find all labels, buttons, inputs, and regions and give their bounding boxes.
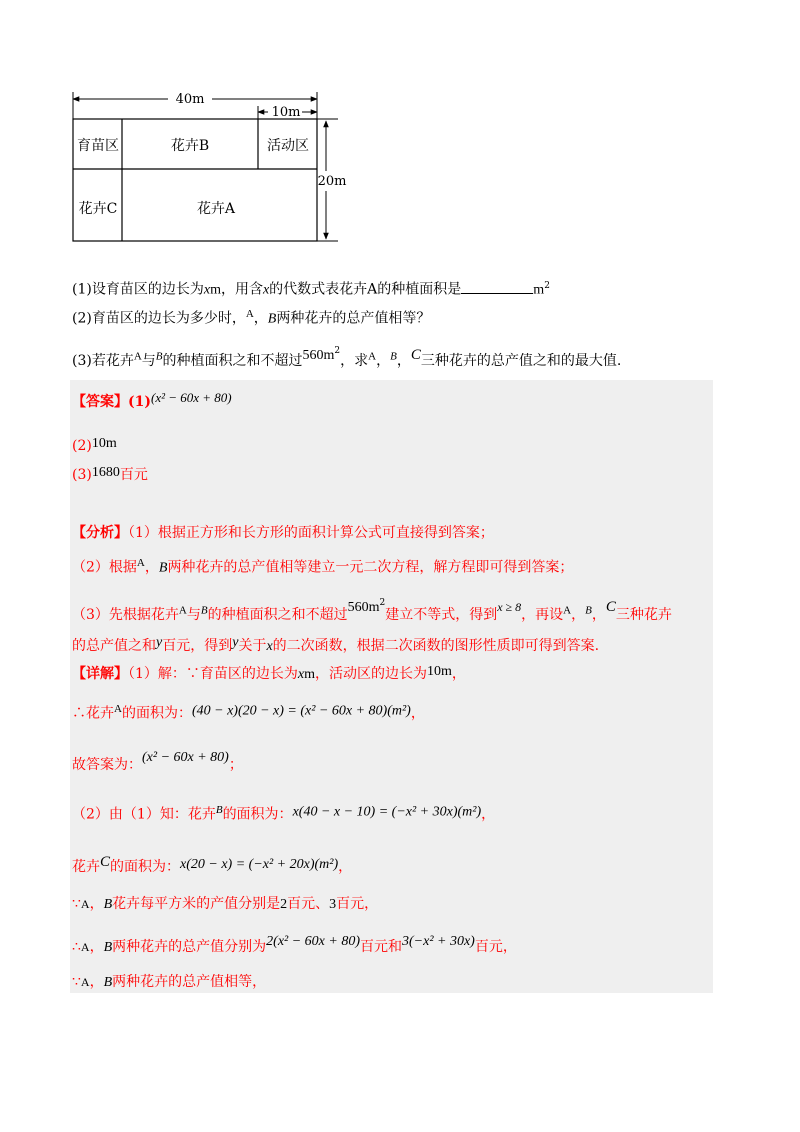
detail-d3-end: ； — [228, 757, 243, 773]
detail-line-3 — [72, 748, 243, 775]
region-flower-a: 花卉A — [196, 201, 236, 217]
detail-d4-mid: 的面积为： — [222, 806, 293, 823]
analysis-l2-B: B — [158, 560, 168, 576]
analysis-l1: （1）根据正方形和长方形的面积计算公式可直接得到答案； — [128, 525, 494, 541]
q3-A2: A — [368, 350, 377, 363]
detail-d8-B: B — [103, 975, 113, 990]
q1-var: x — [203, 282, 211, 298]
question-3 — [72, 338, 621, 374]
analysis-l2-text: （2）根据 — [72, 559, 137, 576]
answer-line-2 — [72, 434, 117, 456]
answer-1-prefix: (1) — [128, 394, 151, 410]
detail-d2-A: A — [114, 703, 122, 715]
analysis-l2-c: ， — [144, 559, 159, 576]
analysis-line-2 — [72, 553, 573, 579]
q1-unit: m，用含 — [210, 282, 263, 298]
analysis-l4-mid2: 关于 — [238, 638, 267, 654]
detail-d1-x: x — [297, 667, 305, 682]
analysis-l2-tail: 两种花卉的总产值相等建立一元二次方程，解方程即可得到答案； — [167, 559, 574, 576]
detail-d3-text: 故答案为： — [72, 757, 142, 773]
q3-val: 560m — [302, 348, 335, 363]
detail-d1-text: （1）解：∵育苗区的边长为 — [128, 666, 298, 682]
detail-d8-text: ∵ — [72, 974, 81, 990]
detail-line-4 — [72, 800, 495, 825]
answer-3-prefix: (3) — [72, 467, 92, 483]
detail-d7-A: A — [80, 940, 90, 954]
detail-d2-text: ∴花卉 — [72, 705, 114, 722]
q2-b: B — [267, 311, 277, 327]
q3-A: A — [133, 350, 142, 363]
analysis-line-1 — [72, 523, 494, 543]
detail-d7-text: ∴ — [72, 939, 81, 955]
analysis-l3-ineq: x ≥ 8 — [497, 600, 522, 614]
analysis-l2-A: A — [136, 557, 145, 569]
detail-line-1 — [72, 662, 466, 685]
detail-d6-v1: 2 — [280, 897, 288, 912]
detail-d6-A: A — [80, 897, 90, 911]
detail-d4-text: （2）由（1）知：花卉 — [72, 806, 216, 823]
field-diagram — [60, 88, 360, 253]
answer-2-val: 10m — [91, 436, 117, 451]
region-nursery: 育苗区 — [77, 138, 119, 154]
detail-d6-c: ， — [89, 896, 104, 912]
detail-d7-mid: 两种花卉的总产值分别为 — [112, 939, 267, 955]
detail-d6-v2: 3 — [329, 897, 337, 912]
q2-comma: ， — [253, 310, 268, 327]
answer-line-3 — [72, 463, 148, 485]
detail-line-2 — [72, 699, 425, 724]
detail-d5-C: C — [100, 854, 111, 870]
detail-d8-A: A — [80, 975, 90, 989]
analysis-l3-text: （3）先根据花卉 — [72, 607, 179, 623]
analysis-l3-and: 与 — [186, 607, 201, 623]
detail-d2-expr: (40 − x)(20 − x) = (x² − 60x + 80)(m²) — [191, 703, 411, 719]
analysis-l4-x: x — [266, 639, 273, 654]
analysis-label: 【分析】 — [72, 525, 128, 541]
detail-d1-end: ， — [451, 666, 466, 682]
q3-c1: ， — [376, 353, 391, 369]
q1-var2: x — [262, 282, 270, 298]
region-flower-b: 花卉B — [170, 138, 210, 154]
analysis-l3-c2: ， — [591, 607, 606, 623]
region-activity: 活动区 — [267, 138, 309, 154]
q1-blank[interactable] — [461, 279, 533, 294]
answer-label: 【答案】 — [72, 394, 128, 410]
dim-label-10m: 10m — [271, 105, 301, 120]
detail-d5-expr: x(20 − x) = (−x² + 20x)(m²) — [180, 857, 339, 872]
detail-d6-mid: 花卉每平方米的产值分别是 — [112, 896, 281, 912]
detail-d5-text: 花卉 — [72, 859, 100, 875]
detail-line-7 — [72, 930, 517, 960]
dim-label-40m: 40m — [175, 92, 205, 107]
q3-B: B — [155, 350, 163, 363]
detail-d1-m: m — [304, 667, 316, 682]
analysis-l3-C: C — [605, 599, 616, 615]
analysis-l3-mid2: 建立不等式，得到 — [385, 607, 498, 623]
detail-d2-mid: 的面积为： — [121, 705, 192, 722]
analysis-l3-A2: A — [563, 604, 572, 617]
analysis-l3-B: B — [200, 604, 208, 617]
question-2 — [72, 304, 430, 330]
dim-label-20m: 20m — [317, 174, 347, 189]
detail-d8-c: ， — [89, 974, 104, 990]
q3-tail: 三种花卉的总产值之和的最大值. — [420, 353, 622, 369]
detail-line-8 — [72, 972, 266, 993]
analysis-l4-tail: 的二次函数，根据二次函数的图形性质即可得到答案. — [272, 638, 600, 654]
analysis-l3-mid: 的种植面积之和不超过 — [207, 607, 348, 623]
q3-text: (3)若花卉 — [72, 353, 134, 369]
answer-3-unit: 百元 — [119, 467, 148, 483]
analysis-line-3 — [72, 590, 672, 628]
question-1 — [72, 276, 550, 301]
detail-d7-e2: 3(−x² + 30x) — [402, 934, 475, 949]
q3-val-sup: 2 — [334, 346, 341, 356]
analysis-l4-y: y — [156, 635, 163, 650]
analysis-l3-mid3: ，再设 — [521, 607, 564, 623]
detail-d1-mid: ，活动区的边长为 — [315, 666, 428, 682]
detail-d6-B: B — [103, 897, 113, 912]
detail-d7-c: ， — [89, 939, 104, 955]
q2-text: (2)育苗区的边长为多少时， — [72, 310, 246, 327]
q1-tail: 的代数式表花卉A的种植面积是 — [269, 281, 462, 298]
detail-line-5 — [72, 852, 352, 877]
q1-unit-m: m — [533, 282, 545, 298]
analysis-l3-A: A — [178, 604, 187, 617]
analysis-l3-tail: 三种花卉 — [615, 607, 672, 623]
detail-d7-mid2: 百元和 — [360, 939, 402, 955]
detail-line-6 — [72, 894, 378, 915]
detail-d8-tail: 两种花卉的总产值相等， — [112, 974, 267, 990]
detail-d1-val: 10m — [427, 664, 452, 679]
analysis-l3-B2: B — [585, 604, 592, 617]
detail-d6-tail: 百元， — [336, 896, 379, 912]
q3-B2: B — [390, 350, 397, 363]
q1-unit-sup: 2 — [544, 281, 550, 291]
analysis-l4-mid: 百元，得到 — [162, 638, 233, 654]
q1-text: (1)设育苗区的边长为 — [72, 281, 204, 298]
q2-a: A — [245, 308, 254, 320]
detail-d4-end: ， — [481, 806, 496, 823]
detail-d5-end: ， — [338, 859, 353, 875]
q2-tail: 两种花卉的总产值相等？ — [276, 310, 431, 327]
detail-d6-text: ∵ — [72, 896, 81, 912]
detail-d4-B: B — [215, 804, 223, 816]
detail-d6-mid2: 百元、 — [287, 896, 330, 912]
detail-d2-end: ， — [410, 705, 425, 722]
q3-c2: ， — [396, 353, 411, 369]
analysis-l3-c1: ， — [571, 607, 586, 623]
analysis-l4-text: 的总产值之和 — [72, 638, 156, 654]
region-flower-c: 花卉C — [78, 201, 118, 217]
analysis-l4-y2: y — [232, 635, 239, 650]
analysis-line-4 — [72, 633, 599, 657]
q3-and: 与 — [141, 353, 156, 369]
detail-label: 【详解】 — [72, 666, 128, 682]
answer-3-val: 1680 — [91, 465, 120, 480]
detail-d5-mid: 的面积为： — [110, 859, 181, 875]
answer-2-prefix: (2) — [72, 438, 92, 454]
q3-seek: ，求 — [340, 353, 369, 369]
q3-mid: 的种植面积之和不超过 — [162, 353, 303, 369]
detail-d7-tail: 百元， — [474, 939, 517, 955]
answer-line-1 — [72, 388, 232, 412]
detail-d7-e1: 2(x² − 60x + 80) — [266, 934, 360, 949]
analysis-l3-val-sup: 2 — [379, 598, 386, 608]
detail-d3-expr: (x² − 60x + 80) — [142, 750, 229, 765]
q3-C: C — [410, 347, 421, 363]
answer-1-expr: (x² − 60x + 80) — [151, 390, 232, 405]
analysis-l3-val: 560m — [347, 600, 380, 615]
detail-d7-B: B — [103, 940, 113, 955]
detail-d4-expr: x(40 − x − 10) = (−x² + 30x)(m²) — [292, 804, 482, 820]
